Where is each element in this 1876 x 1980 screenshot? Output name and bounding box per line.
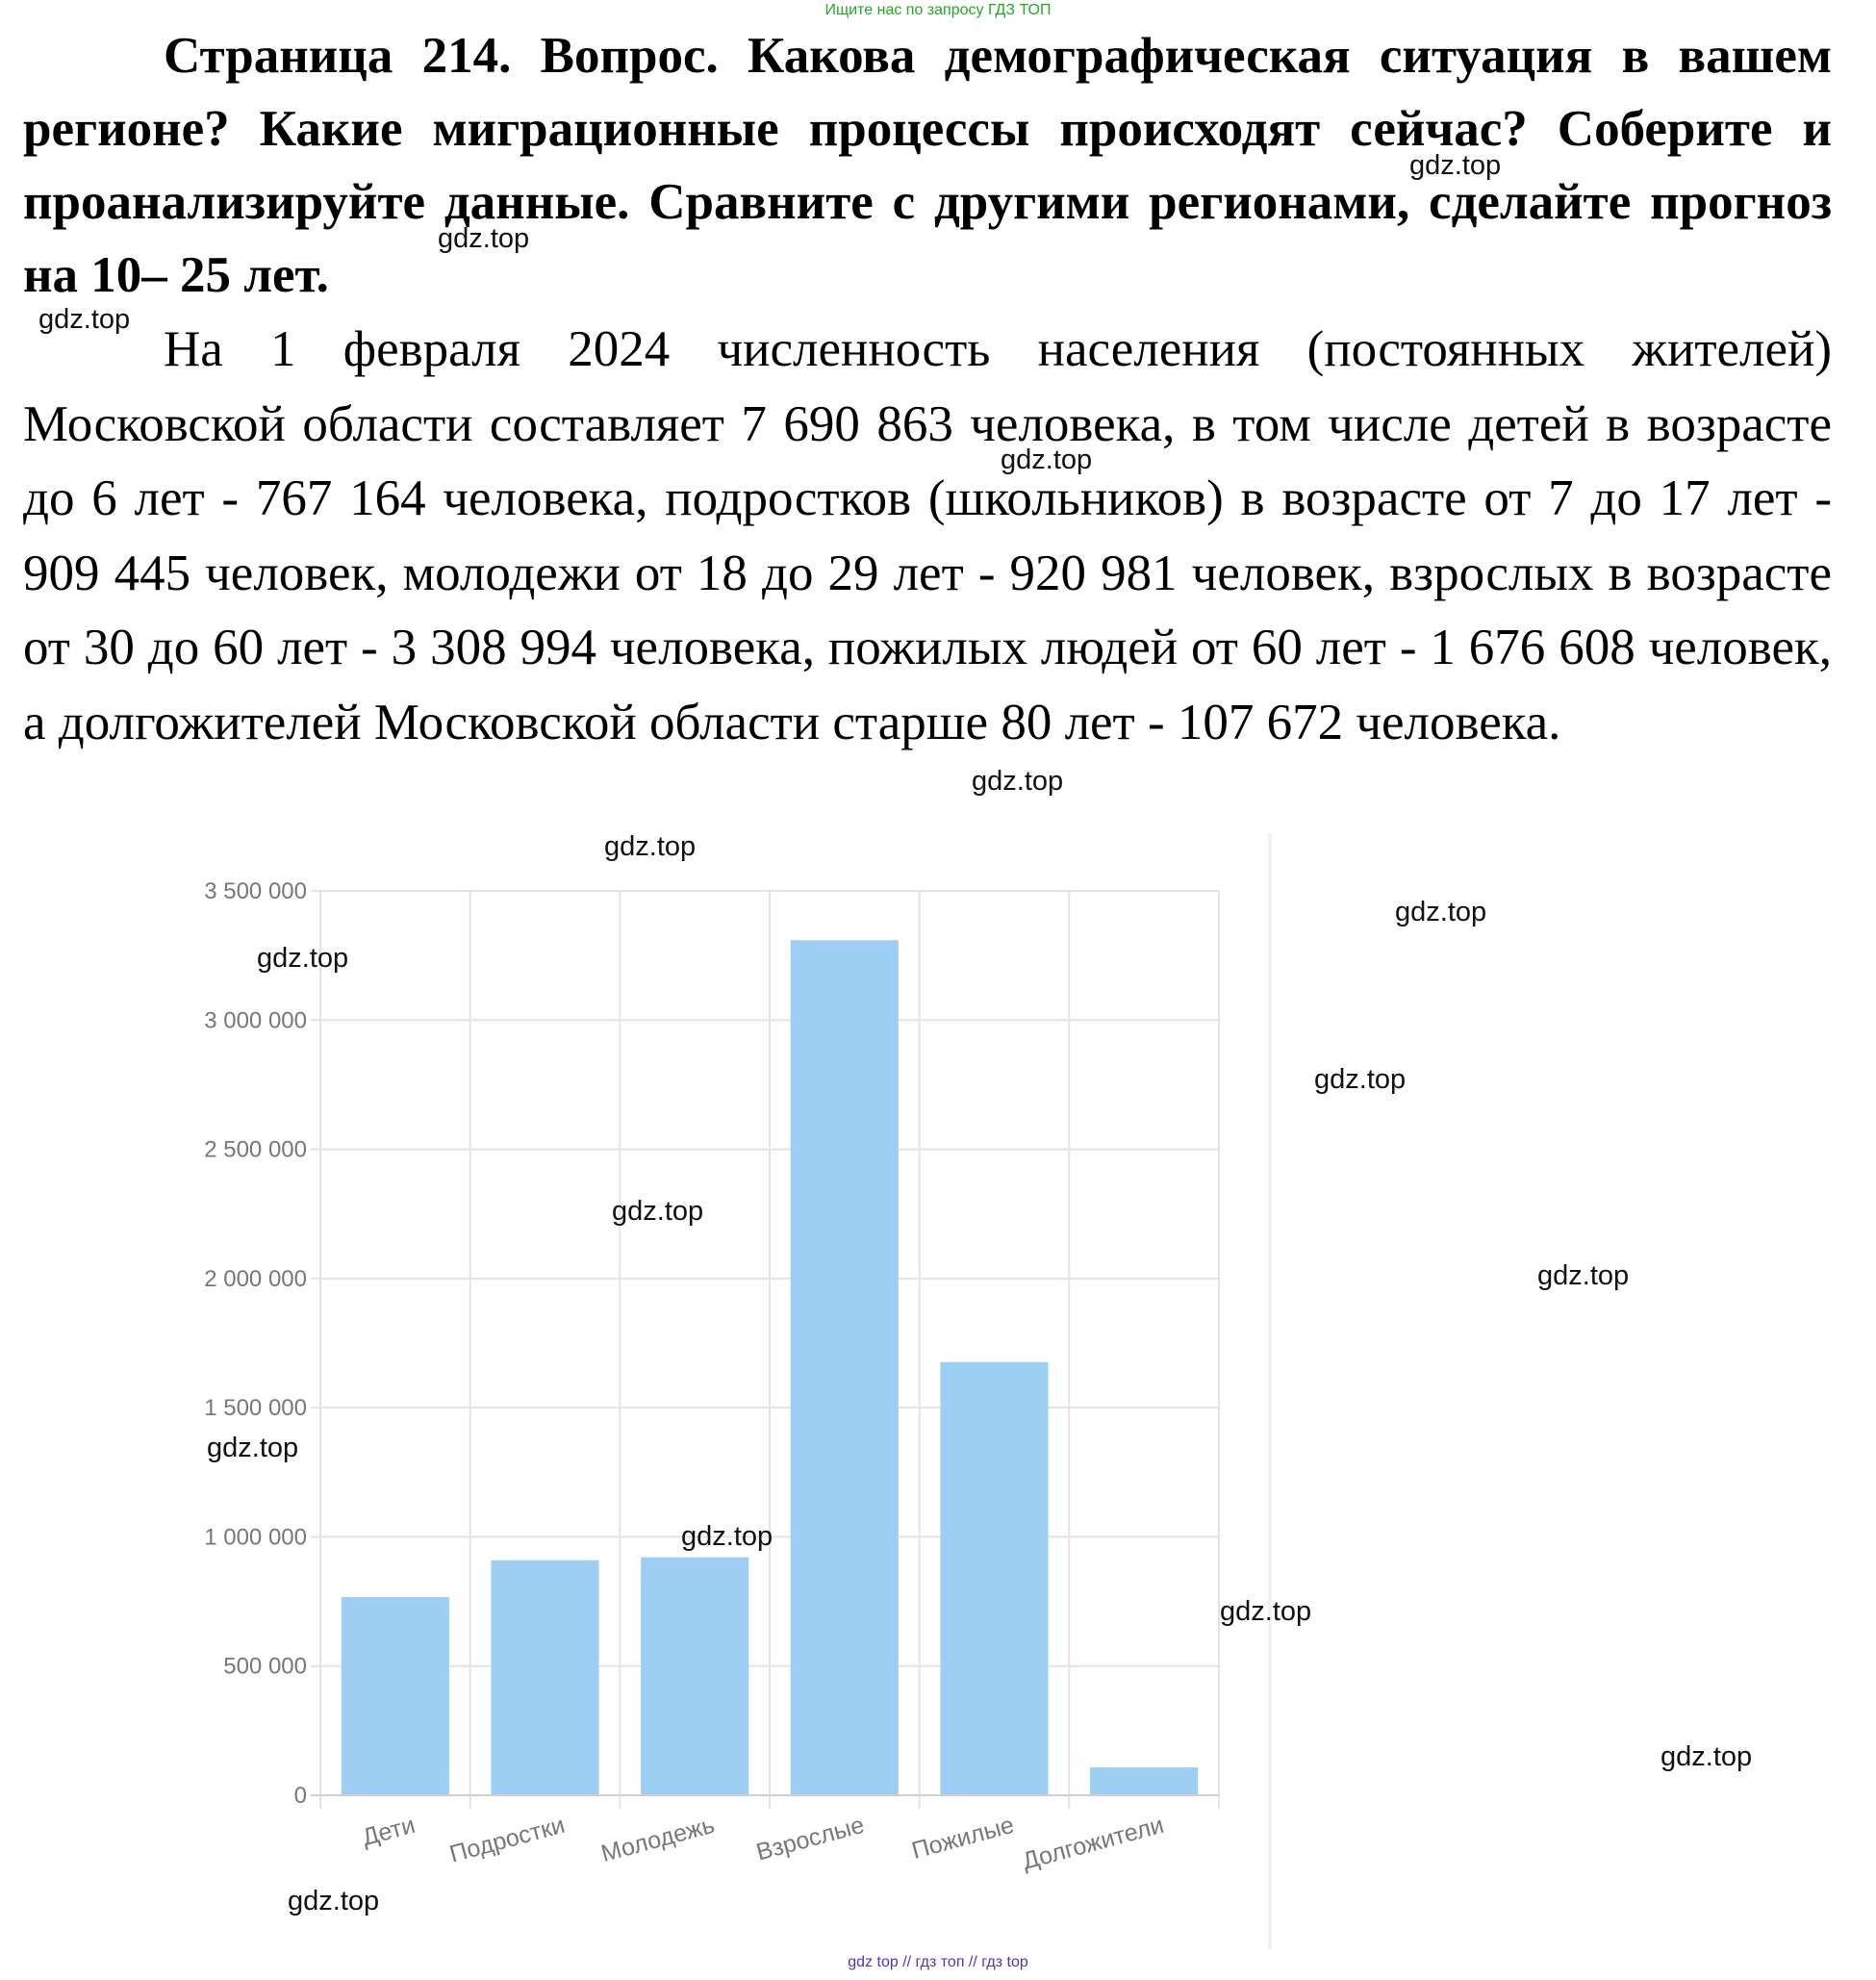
divider-line — [1268, 833, 1272, 1949]
y-tick-label: 3 000 000 — [204, 1007, 307, 1034]
watermark: gdz.top — [1537, 1260, 1630, 1291]
x-tick-label: Долгожители — [1019, 1811, 1167, 1875]
population-bar-chart — [135, 833, 1270, 1949]
watermark: gdz.top — [612, 1196, 704, 1227]
watermark: gdz.top — [257, 943, 349, 974]
answer-text: На 1 февраля 2024 численность населения (постоянных жителей) Московской области составляет 7 690 863 человека, в том числе детей в возрасте до 6 лет - 767 164 человека, подростков (школьников) в возрасте от 7 до 17 лет - 909 445 человек, молодежи от 18 до 29 лет - 920 981 человек, взрослых в возрасте от 30 до 60 лет - 3 308 994 человека, пожилых людей от 60 лет - 1 676 608 человек, а долгожителей Московской области старше 80 лет - 107 672 человека. — [23, 321, 1832, 750]
watermark: gdz.top — [1409, 150, 1502, 181]
watermark: gdz.top — [207, 1433, 299, 1463]
watermark: gdz.top — [604, 831, 697, 862]
watermark: gdz.top — [288, 1886, 380, 1917]
bar — [641, 1558, 748, 1795]
y-tick-label: 2 000 000 — [204, 1265, 307, 1292]
watermark: gdz.top — [681, 1521, 773, 1552]
bar — [791, 940, 899, 1795]
watermark: gdz.top — [1001, 444, 1093, 475]
question-heading: Страница 214. Вопрос. Какова демографическая ситуация в вашем регионе? Какие миграционные процессы происходят сейчас? Соберите и проанализируйте данные. Сравните с другими регионами, сделайте прогноз на 10– 25 лет. — [23, 28, 1832, 303]
watermark: gdz.top — [1314, 1064, 1407, 1095]
x-tick-label: Взрослые — [753, 1811, 868, 1866]
watermark: gdz.top — [972, 766, 1064, 797]
chart-svg — [135, 833, 1270, 1949]
bar — [491, 1561, 598, 1795]
y-tick-label: 0 — [293, 1783, 307, 1809]
watermark: gdz.top — [1220, 1596, 1312, 1627]
y-tick-label: 1 000 000 — [204, 1524, 307, 1551]
bar — [940, 1362, 1048, 1795]
y-tick-label: 3 500 000 — [204, 878, 307, 904]
watermark: gdz.top — [1395, 897, 1487, 927]
x-tick-label: Молодежь — [597, 1811, 718, 1868]
y-tick-label: 1 500 000 — [204, 1395, 307, 1422]
watermark: gdz.top — [38, 304, 131, 335]
watermark: gdz.top — [438, 223, 530, 254]
bar — [342, 1597, 449, 1795]
y-tick-label: 2 500 000 — [204, 1136, 307, 1163]
footer-links[interactable]: gdz top // гдз топ // гдз top — [848, 1954, 1028, 1970]
x-tick-label: Дети — [359, 1811, 418, 1852]
x-tick-label: Подростки — [446, 1811, 569, 1868]
y-tick-label: 500 000 — [223, 1653, 307, 1680]
bar — [1090, 1767, 1198, 1795]
top-banner[interactable]: Ищите нас по запросу ГДЗ ТОП — [824, 2, 1052, 18]
x-tick-label: Пожилые — [908, 1811, 1018, 1865]
watermark: gdz.top — [1661, 1741, 1753, 1772]
